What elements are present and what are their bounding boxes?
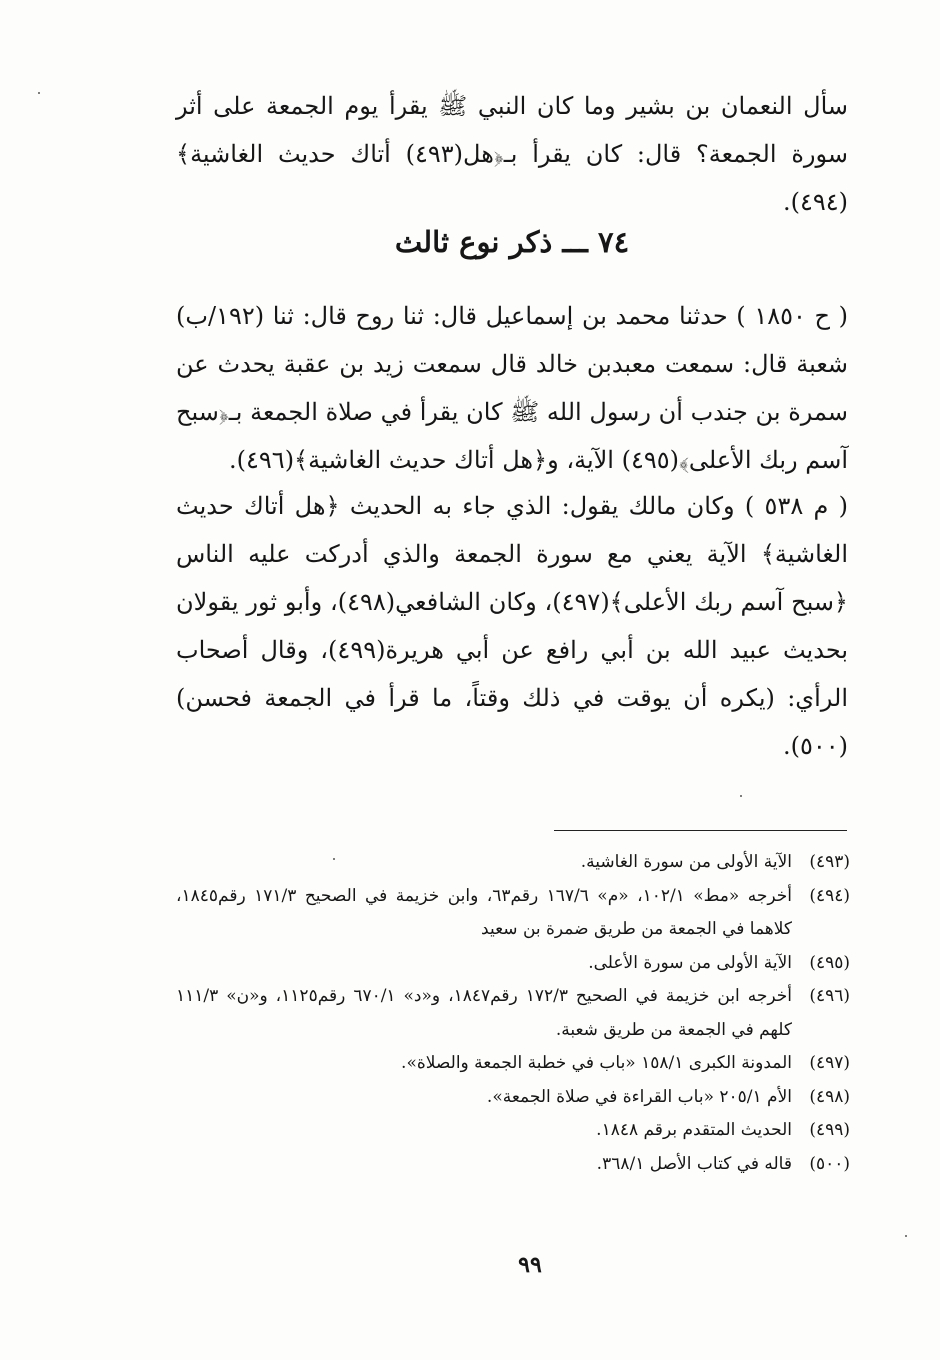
footnote-text: الحديث المتقدم برقم ١٨٤٨. — [596, 1120, 792, 1140]
footnote-text: المدونة الكبرى ١٥٨/١ «باب في خطبة الجمعة والصلاة». — [401, 1053, 792, 1073]
page-number: ٩٩ — [518, 1252, 542, 1278]
footnote-number: (٤٩٣) — [809, 852, 850, 872]
scan-speck — [905, 1235, 907, 1237]
footnote-number: (٤٩٦) — [809, 986, 850, 1006]
athar-538-paragraph: ( م ٥٣٨ ) وكان مالك يقول: الذي جاء به الحديث ﴿هل أتاك حديث الغاشية﴾ الآية يعني مع سورة الجمعة والذي أدركت عليه الناس ﴿سبح آسم ربك الأعلى﴾(٤٩٧)، وكان الشافعي(٤٩٨)، وأبو ثور يقولان بحديث عبيد الله بن أبي رافع عن أبي هريرة(٤٩٩)، وقال أصحاب الرأي: (يكره أن يوقت في ذلك وقتاً، ما قرأ في الجمعة فحسن)(٥٠٠). — [176, 492, 849, 760]
footnote-number: (٤٩٨) — [809, 1086, 850, 1107]
footnote-separator — [554, 830, 847, 831]
footnote-number: (٤٩٥) — [809, 952, 850, 973]
footnote-498 — [176, 1081, 850, 1115]
footnote-text: الآية الأولى من سورة الغاشية. — [580, 852, 792, 872]
intro-paragraph: سأل النعمان بن بشير وما كان النبي ﷺ يقرأ يوم الجمعة على أثر سورة الجمعة؟ قال: كان يقرأ بـ﴿هل(٤٩٣) أتاك حديث الغاشية﴾(٤٩٤). — [176, 92, 848, 216]
footnote-number: (٥٠٠) — [809, 1153, 850, 1174]
footnote-number: (٤٩٩) — [809, 1120, 850, 1140]
scan-speck — [38, 92, 40, 94]
footnote-number: (٤٩٧) — [809, 1053, 850, 1073]
footnote-493 — [176, 846, 850, 880]
footnote-499 — [176, 1114, 850, 1148]
footnote-496 — [176, 980, 850, 1047]
footnote-494 — [176, 880, 850, 947]
footnote-495 — [176, 947, 850, 981]
scan-speck — [740, 795, 742, 797]
footnote-text: الأم ٢٠٥/١ «باب القراءة في صلاة الجمعة». — [486, 1086, 792, 1107]
footnote-text: قاله في كتاب الأصل ٣٦٨/١. — [596, 1153, 792, 1174]
footnote-497 — [176, 1047, 850, 1081]
footnotes-section — [176, 846, 850, 1181]
footnote-text: الآية الأولى من سورة الأعلى. — [588, 952, 792, 973]
footnote-500 — [176, 1148, 850, 1182]
footnote-text: أخرجه ابن خزيمة في الصحيح ١٧٢/٣ رقم١٨٤٧، و«د» ٦٧٠/١ رقم١١٢٥، و«ن» ١١١/٣ كلهم في الجمعة من طريق شعبة. — [176, 986, 792, 1040]
footnote-text: أخرجه «مط» ١٠٢/١، «م» ١٦٧/٦ رقم٦٣، وابن خزيمة في الصحيح ١٧١/٣ رقم١٨٤٥، كلاهما في الجمعة من طريق ضمرة بن سعيد — [176, 885, 792, 939]
footnote-number: (٤٩٤) — [809, 885, 850, 906]
section-heading: ٧٤ ـــ ذكر نوع ثالث — [394, 225, 630, 259]
scan-speck — [333, 858, 335, 860]
hadith-1850-paragraph: ( ح ١٨٥٠ ) حدثنا محمد بن إسماعيل قال: ثنا روح قال: ثنا (١٩٢/ب) شعبة قال: سمعت معبدبن خالد قال سمعت زيد بن عقبة يحدث عن سمرة بن جندب أن رسول الله ﷺ كان يقرأ في صلاة الجمعة بـ﴿سبح آسم ربك الأعلى﴾(٤٩٥) الآية، و﴿هل أتاك حديث الغاشية﴾(٤٩٦). — [176, 302, 848, 474]
